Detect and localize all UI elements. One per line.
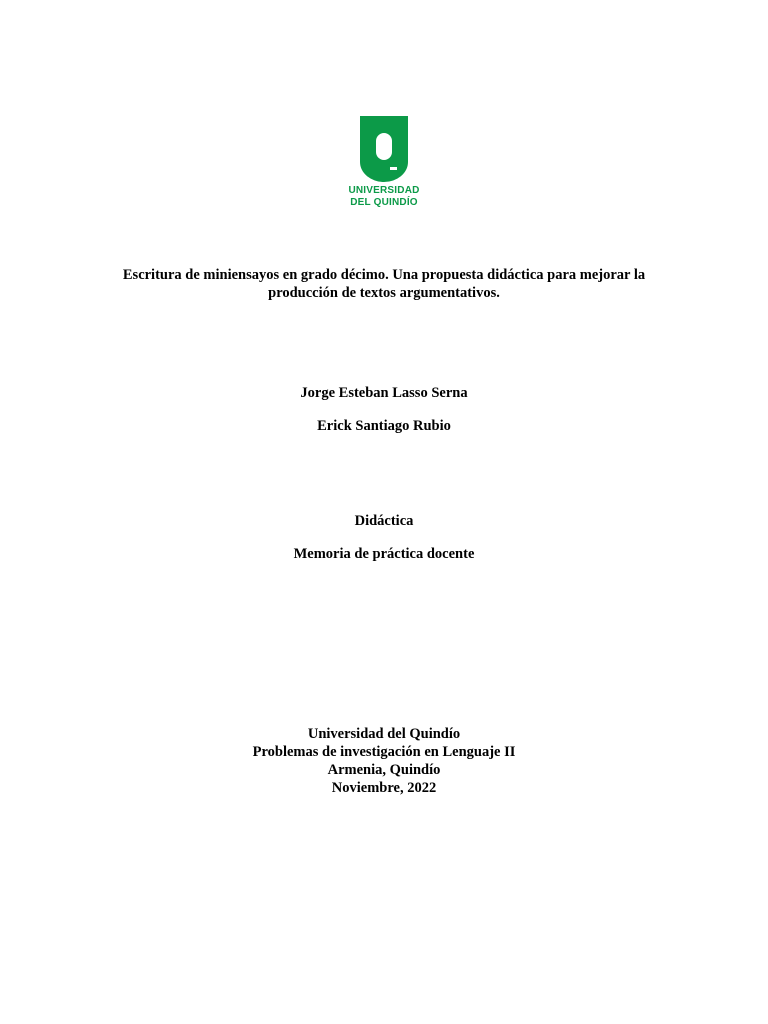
author-name-1: Jorge Esteban Lasso Serna	[300, 385, 468, 401]
title-line-1: Escritura de miniensayos en grado décimo. Una propuesta didáctica para mejorar la	[122, 267, 646, 283]
document-title	[0, 266, 768, 302]
footer-date: Noviembre, 2022	[331, 780, 437, 796]
university-logo	[344, 116, 424, 212]
author-name-2: Erick Santiago Rubio	[317, 418, 451, 434]
footer-location: Armenia, Quindío	[327, 762, 441, 778]
logo-text-line1: UNIVERSIDAD	[348, 185, 420, 196]
title-line-2: producción de textos argumentativos.	[268, 285, 500, 301]
document-type: Memoria de práctica docente	[293, 546, 475, 562]
footer-institution: Universidad del Quindío	[307, 726, 461, 742]
footer-block	[0, 725, 768, 797]
footer-course: Problemas de investigación en Lenguaje II	[252, 744, 516, 760]
subject-area: Didáctica	[354, 513, 414, 529]
university-logo-icon	[360, 116, 408, 182]
logo-text-line2: DEL QUINDÍO	[350, 197, 418, 208]
